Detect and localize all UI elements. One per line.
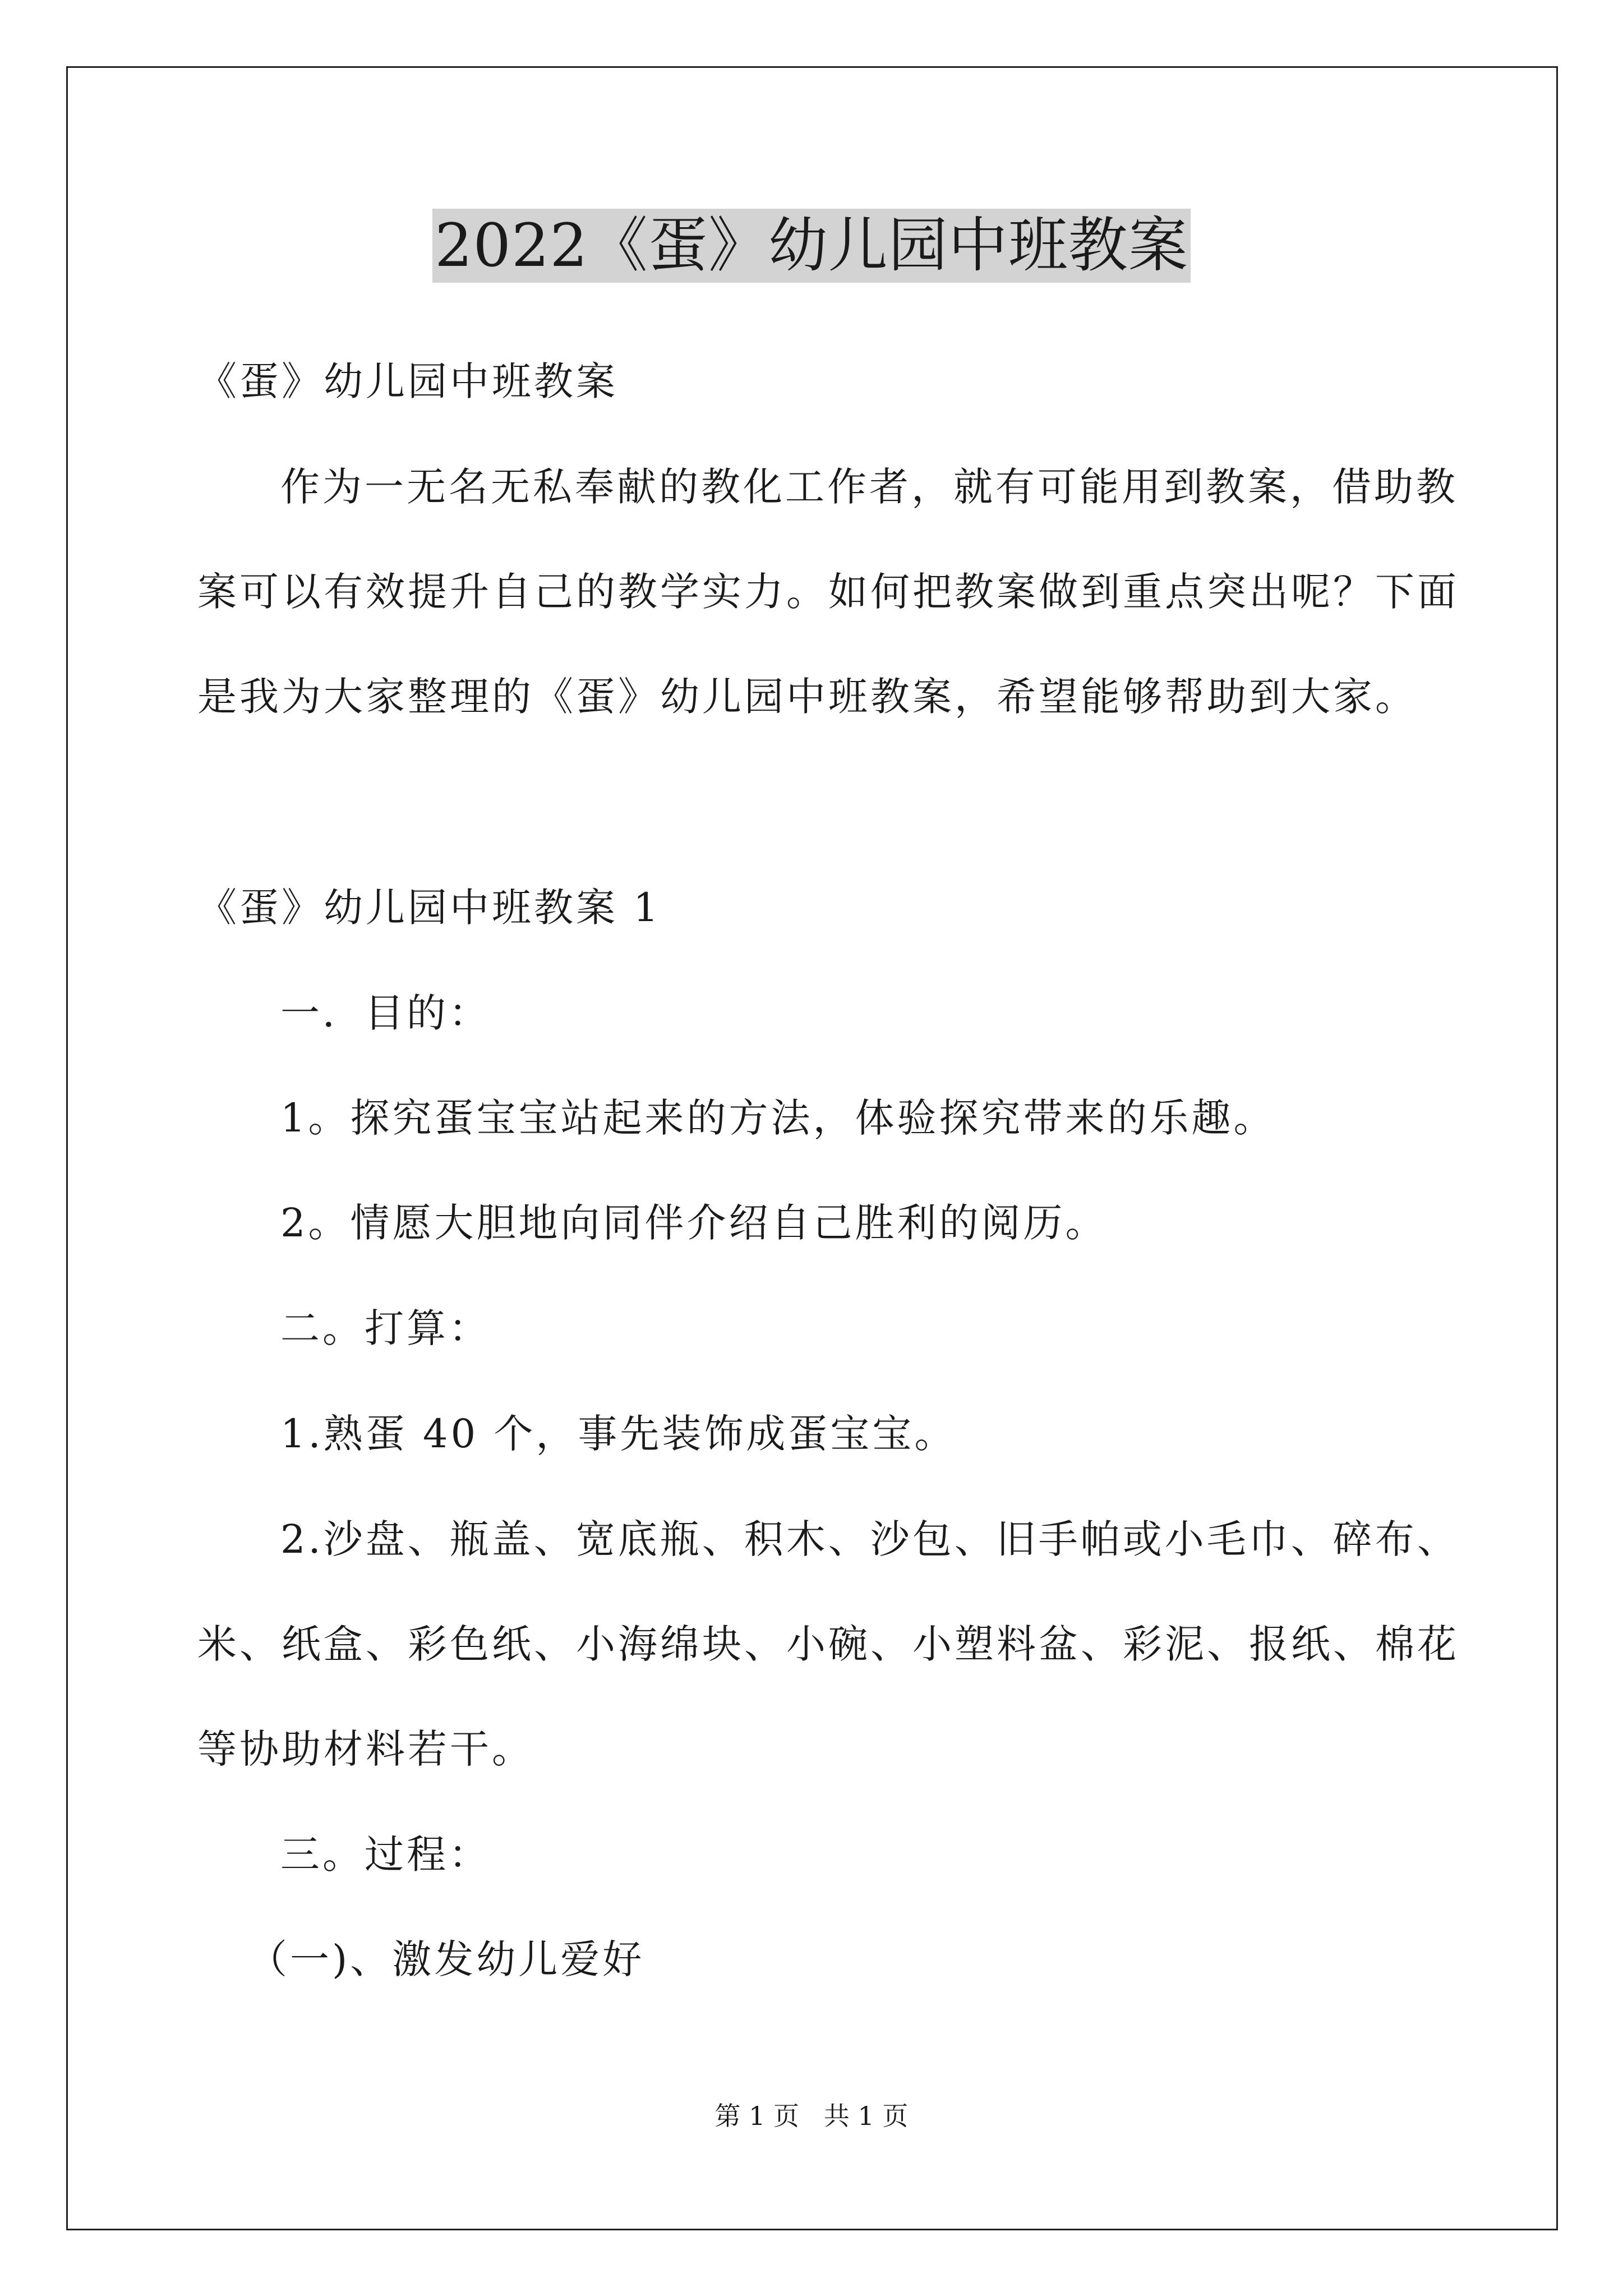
content-line-1: 一．目的： xyxy=(280,990,491,1036)
content-line-5: 1.熟蛋 40 个，事先装饰成蛋宝宝。 xyxy=(280,1411,957,1457)
intro-line-3: 是我为大家整理的《蛋》幼儿园中班教案，希望能够帮助到大家。 xyxy=(197,674,1417,720)
intro-line-1: 作为一无名无私奉献的教化工作者，就有可能用到教案，借助教 xyxy=(280,464,1458,510)
document-subtitle: 《蛋》幼儿园中班教案 xyxy=(197,358,618,404)
content-line-3: 2。情愿大胆地向同伴介绍自己胜利的阅历。 xyxy=(280,1200,1108,1246)
content-line-9: 三。过程： xyxy=(280,1832,491,1878)
content-line-8: 等协助材料若干。 xyxy=(197,1726,534,1772)
content-line-6: 2.沙盘、瓶盖、宽底瓶、积木、沙包、旧手帕或小毛巾、碎布、 xyxy=(280,1516,1459,1562)
page-footer: 第 1 页 共 1 页 xyxy=(714,2101,909,2131)
title-container xyxy=(0,209,1623,283)
content-line-4: 二。打算： xyxy=(280,1305,491,1351)
document-title: 2022《蛋》幼儿园中班教案 xyxy=(432,209,1191,283)
intro-line-2: 案可以有效提升自己的教学实力。如何把教案做到重点突出呢？下面 xyxy=(197,569,1459,615)
content-line-7: 米、纸盒、彩色纸、小海绵块、小碗、小塑料盆、彩泥、报纸、棉花 xyxy=(197,1621,1459,1667)
content-line-2: 1。探究蛋宝宝站起来的方法，体验探究带来的乐趣。 xyxy=(280,1095,1276,1141)
section-heading: 《蛋》幼儿园中班教案 1 xyxy=(197,885,661,931)
content-line-10: （一)、激发幼儿爱好 xyxy=(248,1936,645,1982)
